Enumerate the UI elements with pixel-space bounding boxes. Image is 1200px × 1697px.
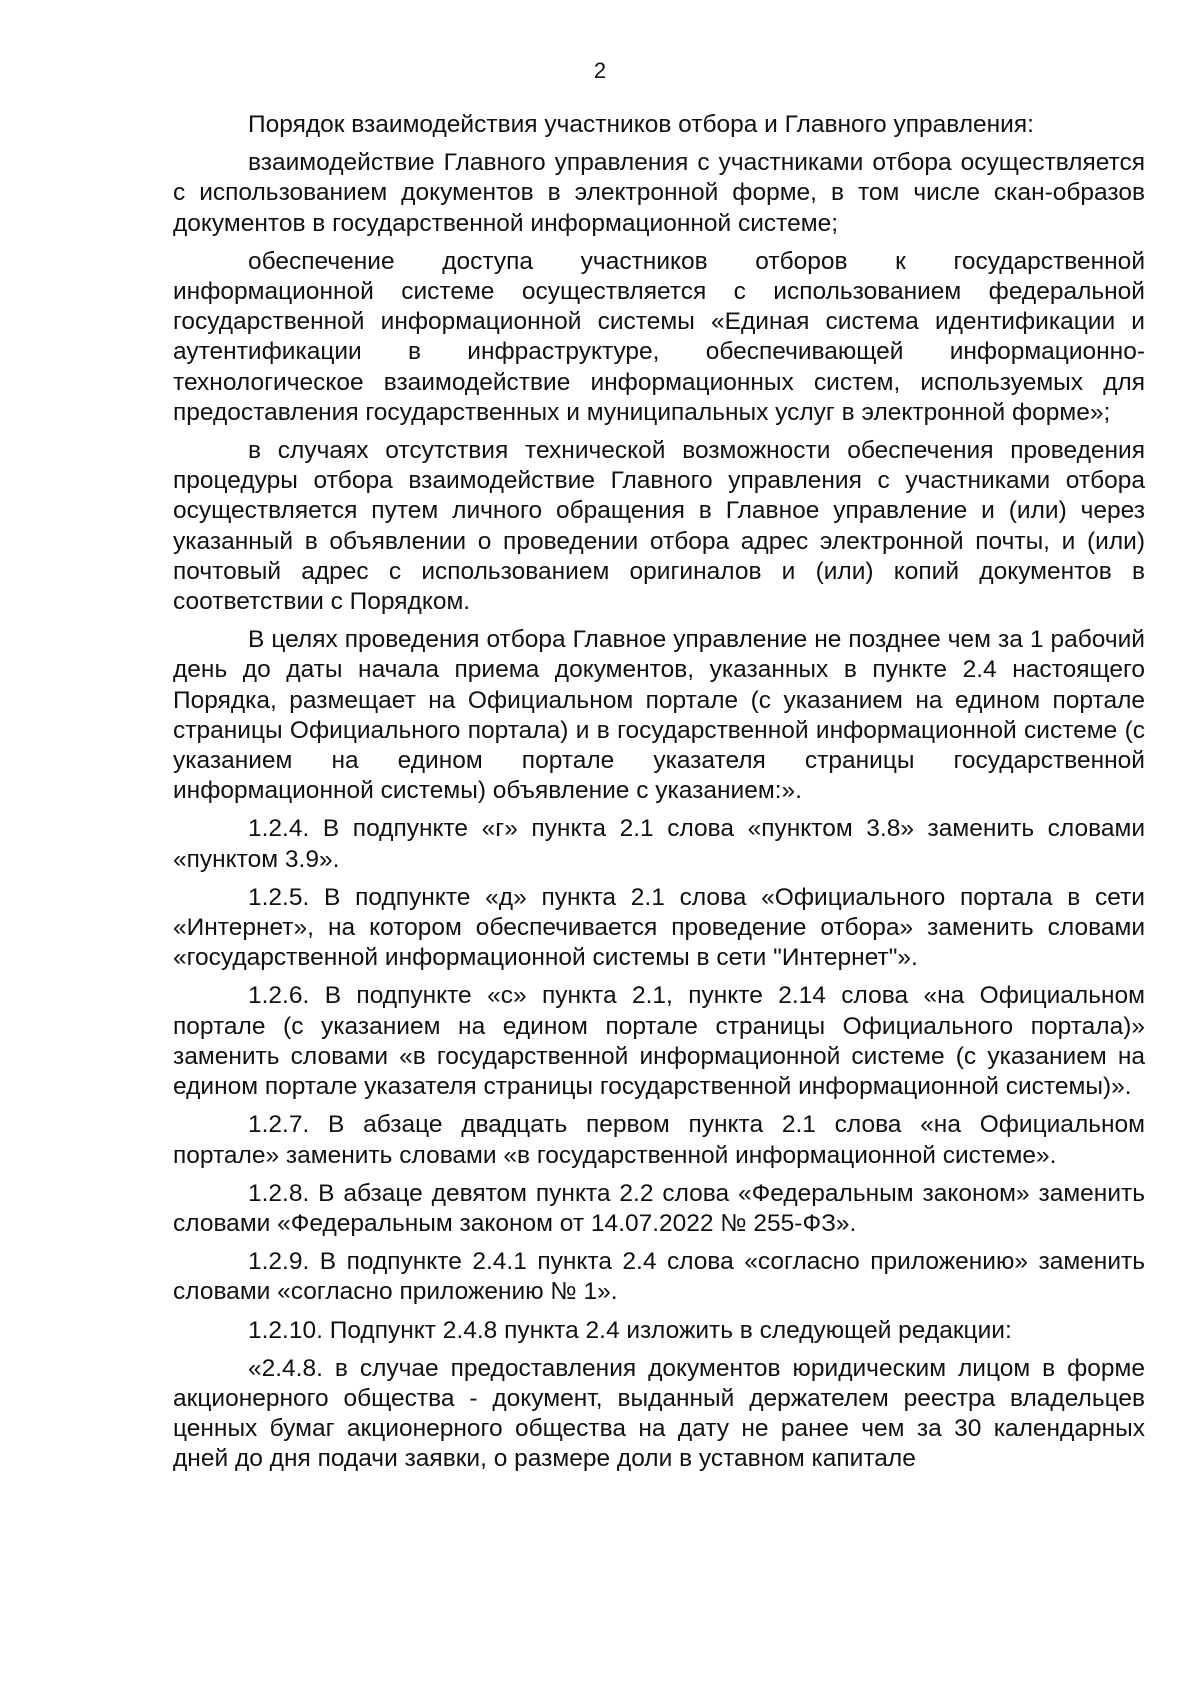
paragraph-1-2-6: 1.2.6. В подпункте «с» пункта 2.1, пункте 2.14 слова «на Официальном портале (с указанием на едином портале страницы Официального портала)» заменить словами «в государственной информационной системе (с указанием на едином портале указателя страницы государственной информационной системы)». xyxy=(173,982,1145,1101)
paragraph-2-4-8: «2.4.8. в случае предоставления документов юридическим лицом в форме акционерного общества - документ, выданный держателем реестра владельцев ценных бумаг акционерного общества на дату не ранее чем за 30 календарных дней до дня подачи заявки, о размере доли в уставном капитале xyxy=(173,1354,1145,1473)
paragraph-1-2-8: 1.2.8. В абзаце девятом пункта 2.2 слова «Федеральным законом» заменить словами «Федеральным законом от 14.07.2022 № 255-ФЗ». xyxy=(173,1179,1145,1237)
paragraph-1-2-5: 1.2.5. В подпункте «д» пункта 2.1 слова «Официального портала в сети «Интернет», на котором обеспечивается проведение отбора» заменить словами «государственной информационной системы в сети "Интернет"». xyxy=(173,883,1145,972)
paragraph-electronic-interaction: взаимодействие Главного управления с участниками отбора осуществляется с использованием документов в электронной форме, в том числе скан-образов документов в государственной информационной системе; xyxy=(173,149,1145,237)
paragraph-1-2-9: 1.2.9. В подпункте 2.4.1 пункта 2.4 слова «согласно приложению» заменить словами «согласно приложению № 1». xyxy=(173,1248,1145,1306)
paragraph-esia-access: обеспечение доступа участников отборов к государственной информационной системе осуществляется с использованием федеральной государственной информационной системы «Единая система идентификации и аутентификации в инфраструктуре, обеспечивающей информационно-технологическое взаимодействие информационных систем, используемых для предоставления государственных и муниципальных услуг в электронной форме»; xyxy=(173,247,1145,426)
paragraph-1-2-10: 1.2.10. Подпункт 2.4.8 пункта 2.4 изложить в следующей редакции: xyxy=(248,1316,1012,1344)
paragraph-interaction-order: Порядок взаимодействия участников отбора и Главного управления: xyxy=(248,111,1034,138)
document-body xyxy=(173,110,1145,1483)
page-number: 2 xyxy=(593,58,607,83)
paragraph-no-technical-possibility: в случаях отсутствия технической возможности обеспечения проведения процедуры отбора взаимодействие Главного управления с участниками отбора осуществляется путем личного обращения в Главное управление и (или) через указанный в объявлении о проведении отбора адрес электронной почты, и (или) почтовый адрес с использованием оригиналов и (или) копий документов в соответствии с Порядком. xyxy=(173,437,1145,616)
paragraph-1-2-4: 1.2.4. В подпункте «г» пункта 2.1 слова «пунктом 3.8» заменить словами «пунктом 3.9». xyxy=(173,815,1145,873)
paragraph-announcement-placement: В целях проведения отбора Главное управление не позднее чем за 1 рабочий день до даты начала приема документов, указанных в пункте 2.4 настоящего Порядка, размещает на Официальном портале (с указанием на едином портале страницы Официального портала) и в государственной информационной системе (с указанием на едином портале указателя страницы государственной информационной системы) объявление с указанием:». xyxy=(173,626,1145,805)
paragraph-1-2-7: 1.2.7. В абзаце двадцать первом пункта 2.1 слова «на Официальном портале» заменить словами «в государственной информационной системе». xyxy=(173,1111,1145,1169)
